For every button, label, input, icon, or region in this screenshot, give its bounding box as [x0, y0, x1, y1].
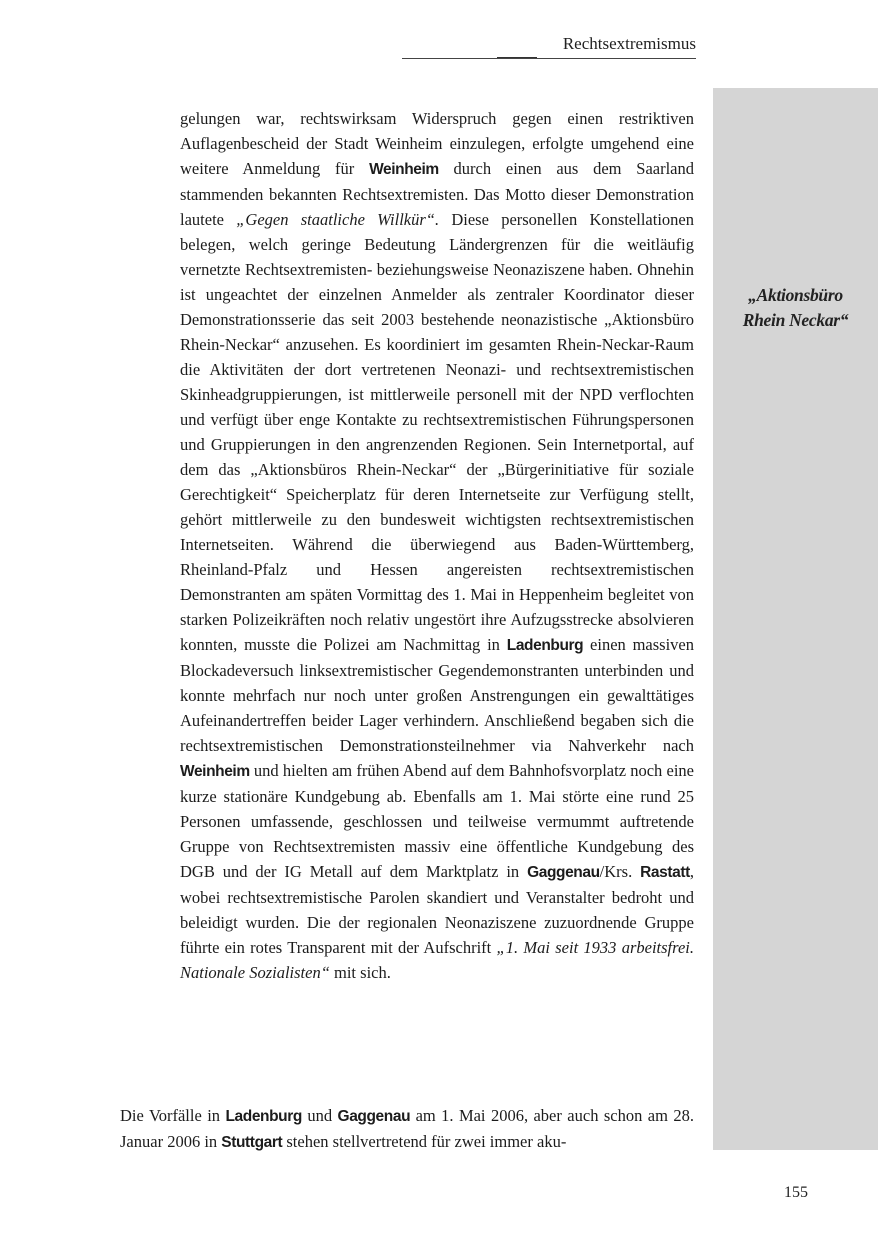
text-run: und hielten am frühen Abend auf dem Bahnhofsvorplatz noch eine kurze stationäre Kundgebung ab. Ebenfalls am 1. Mai störte eine rund 25 Personen umfassende, geschlossen und teilweise vermummt auftretende Gruppe von Rechtsextremisten massiv eine öffentliche Kundgebung des DGB und der IG Metall auf dem Marktplatz in [180, 761, 694, 881]
text-run: , wobei rechtsextremistische Parolen skandiert und Veranstalter bedroht und beleidigt wurden. Die der regionalen Neonaziszene zuzuordnende Gruppe führte ein rotes Transparent mit der Aufschrift [180, 862, 694, 957]
keyword-stuttgart: Stuttgart [221, 1134, 283, 1151]
margin-note [713, 283, 878, 333]
keyword-weinheim: Weinheim [180, 763, 250, 780]
keyword-ladenburg: Ladenburg [506, 637, 584, 654]
paragraph-2 [120, 1103, 694, 1155]
margin-note-line-1: „Aktionsbüro [748, 285, 843, 305]
motto-quote: „Gegen staatliche Willkür“. [236, 210, 440, 229]
page-number: 155 [784, 1184, 808, 1201]
keyword-gaggenau: Gaggenau [337, 1108, 411, 1125]
header-rule [402, 58, 696, 59]
text-run: am 1. Mai 2006, aber auch schon am 28. Januar 2006 in [120, 1106, 694, 1151]
running-header: Rechtsextremismus [562, 34, 696, 53]
keyword-gaggenau: Gaggenau [527, 864, 600, 881]
text-run: Die Vorfälle in [120, 1106, 226, 1125]
margin-sidebar [713, 88, 878, 1150]
paragraph-1 [180, 106, 694, 985]
keyword-ladenburg: Ladenburg [225, 1108, 302, 1125]
text-run: durch einen aus dem Saarland stammenden bekannten Rechtsextremisten. Das Motto dieser Demonstration lautete [180, 159, 694, 229]
body-column [180, 106, 694, 985]
text-run: stehen stellvertretend für zwei immer aku- [282, 1132, 567, 1151]
body-column-full [120, 1103, 694, 1155]
text-run: und [301, 1106, 338, 1125]
text-run: gelungen war, rechtswirksam Widerspruch gegen einen restriktiven Auflagenbescheid der Stadt Weinheim einzulegen, erfolgte umgehend eine weitere Anmeldung für [180, 109, 694, 178]
text-run: einen massiven Blockadeversuch linksextremistischer Gegendemonstranten unterbinden und konnte mehrfach nur noch unter großen Anstrengungen ein gewalttätiges Aufeinandertreffen beider Lager verhindern. Anschließend begaben sich die rechtsextremistischen Demonstrationsteilnehmer via Nahverkehr nach [180, 635, 694, 755]
text-run: Diese personellen Konstellationen belegen, welch geringe Bedeutung Ländergrenzen für die weitläufig vernetzte Rechtsextremisten- beziehungsweise Neonaziszene haben. Ohnehin ist ungeachtet der einzelnen Anmelder als zentraler Koordinator dieser Demonstrationsserie das seit 2003 bestehende neonazistische „Aktionsbüro Rhein-Neckar“ anzusehen. Es koordiniert im gesamten Rhein-Neckar-Raum die Aktivitäten der dort vertretenen Neonazi- und rechtsextremistischen Skinheadgruppierungen, ist mittlerweile personell mit der NPD verflochten und verfügt über enge Kontakte zu rechtsextremistischen Führungspersonen und Gruppierungen in den angrenzenden Regionen. Sein Internetportal, auf dem das „Aktionsbüros Rhein-Neckar“ der „Bürgerinitiative für soziale Gerechtigkeit“ Speicherplatz für deren Internetseite zur Verfügung stellt, gehört mittlerweile zu den bundesweit wichtigsten rechtsextremistischen Internetseiten. Während die überwiegend aus Baden-Württemberg, Rheinland-Pfalz und Hessen angereisten rechtsextremistischen Demonstranten am späten Vormittag des 1. Mai in Heppenheim begleitet von starken Polizeikräften noch relativ ungestört ihre Aufzugsstrecke absolvieren konnten, musste die Polizei am Nachmittag in [180, 210, 694, 654]
banner-quote: „1. Mai seit 1933 arbeitsfrei. Nationale Sozialisten“ [180, 938, 694, 982]
keyword-weinheim: Weinheim [369, 161, 439, 178]
text-run: mit sich. [329, 963, 391, 982]
margin-note-line-2: Rhein Neckar“ [742, 310, 849, 330]
text-run: /Krs. [599, 862, 641, 881]
header-rule-accent [497, 57, 537, 58]
keyword-rastatt: Rastatt [640, 864, 690, 881]
